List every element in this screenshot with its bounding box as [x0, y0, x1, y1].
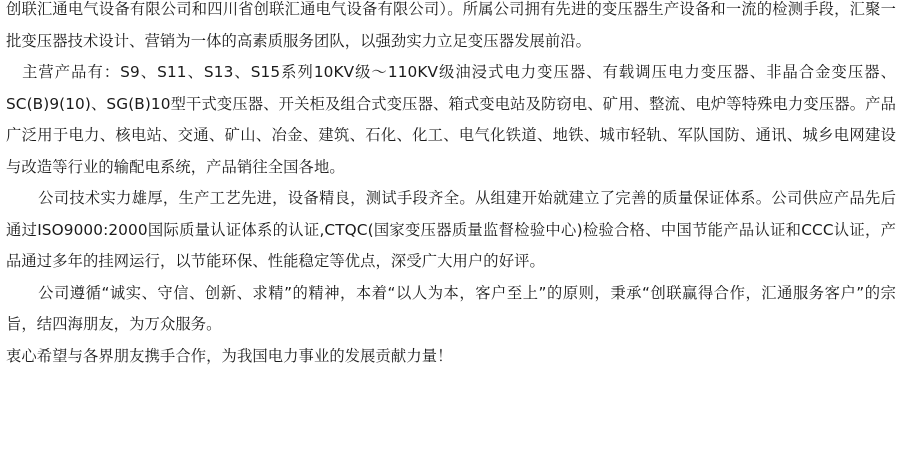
paragraph-main-products: 主营产品有：S9、S11、S13、S15系列10KV级～110KV级油浸式电力变压器、有载调压电力变压器、非晶合金变压器、SC(B)9(10)、SG(B)10型干式变压器、开关柜及组合式变压器、箱式变电站及防窃电、矿用、整流、电炉等特殊电力变压器。产品广泛用于电力、核电站、交通、矿山、冶金、建筑、石化、化工、电气化铁道、地铁、城市轻轨、军队国防、通讯、城乡电网建设与改造等行业的输配电系统，产品销往全国各地。	[6, 63, 896, 176]
paragraph-company-intro-continued: 创联汇通电气设备有限公司和四川省创联汇通电气设备有限公司）。所属公司拥有先进的变压器生产设备和一流的检测手段，汇聚一批变压器技术设计、营销为一体的高素质服务团队，以强劲实力立足变压器发展前沿。	[6, 0, 896, 50]
paragraph-closing-wish: 衷心希望与各界朋友携手合作，为我国电力事业的发展贡献力量！	[6, 346, 453, 365]
paragraph-company-spirit: 公司遵循“诚实、守信、创新、求精”的精神，本着“以人为本，客户至上”的原则，秉承“创联赢得合作，汇通服务客户”的宗旨，结四海朋友，为万众服务。	[6, 283, 896, 333]
paragraph-technical-strength: 公司技术实力雄厚，生产工艺先进，设备精良，测试手段齐全。从组建开始就建立了完善的质量保证体系。公司供应产品先后通过ISO9000:2000国际质量认证体系的认证,CTQC(国家变压器质量监督检验中心)检验合格、中国节能产品认证和CCC认证，产品通过多年的挂网运行，以节能环保、性能稳定等优点，深受广大用户的好评。	[6, 189, 896, 270]
